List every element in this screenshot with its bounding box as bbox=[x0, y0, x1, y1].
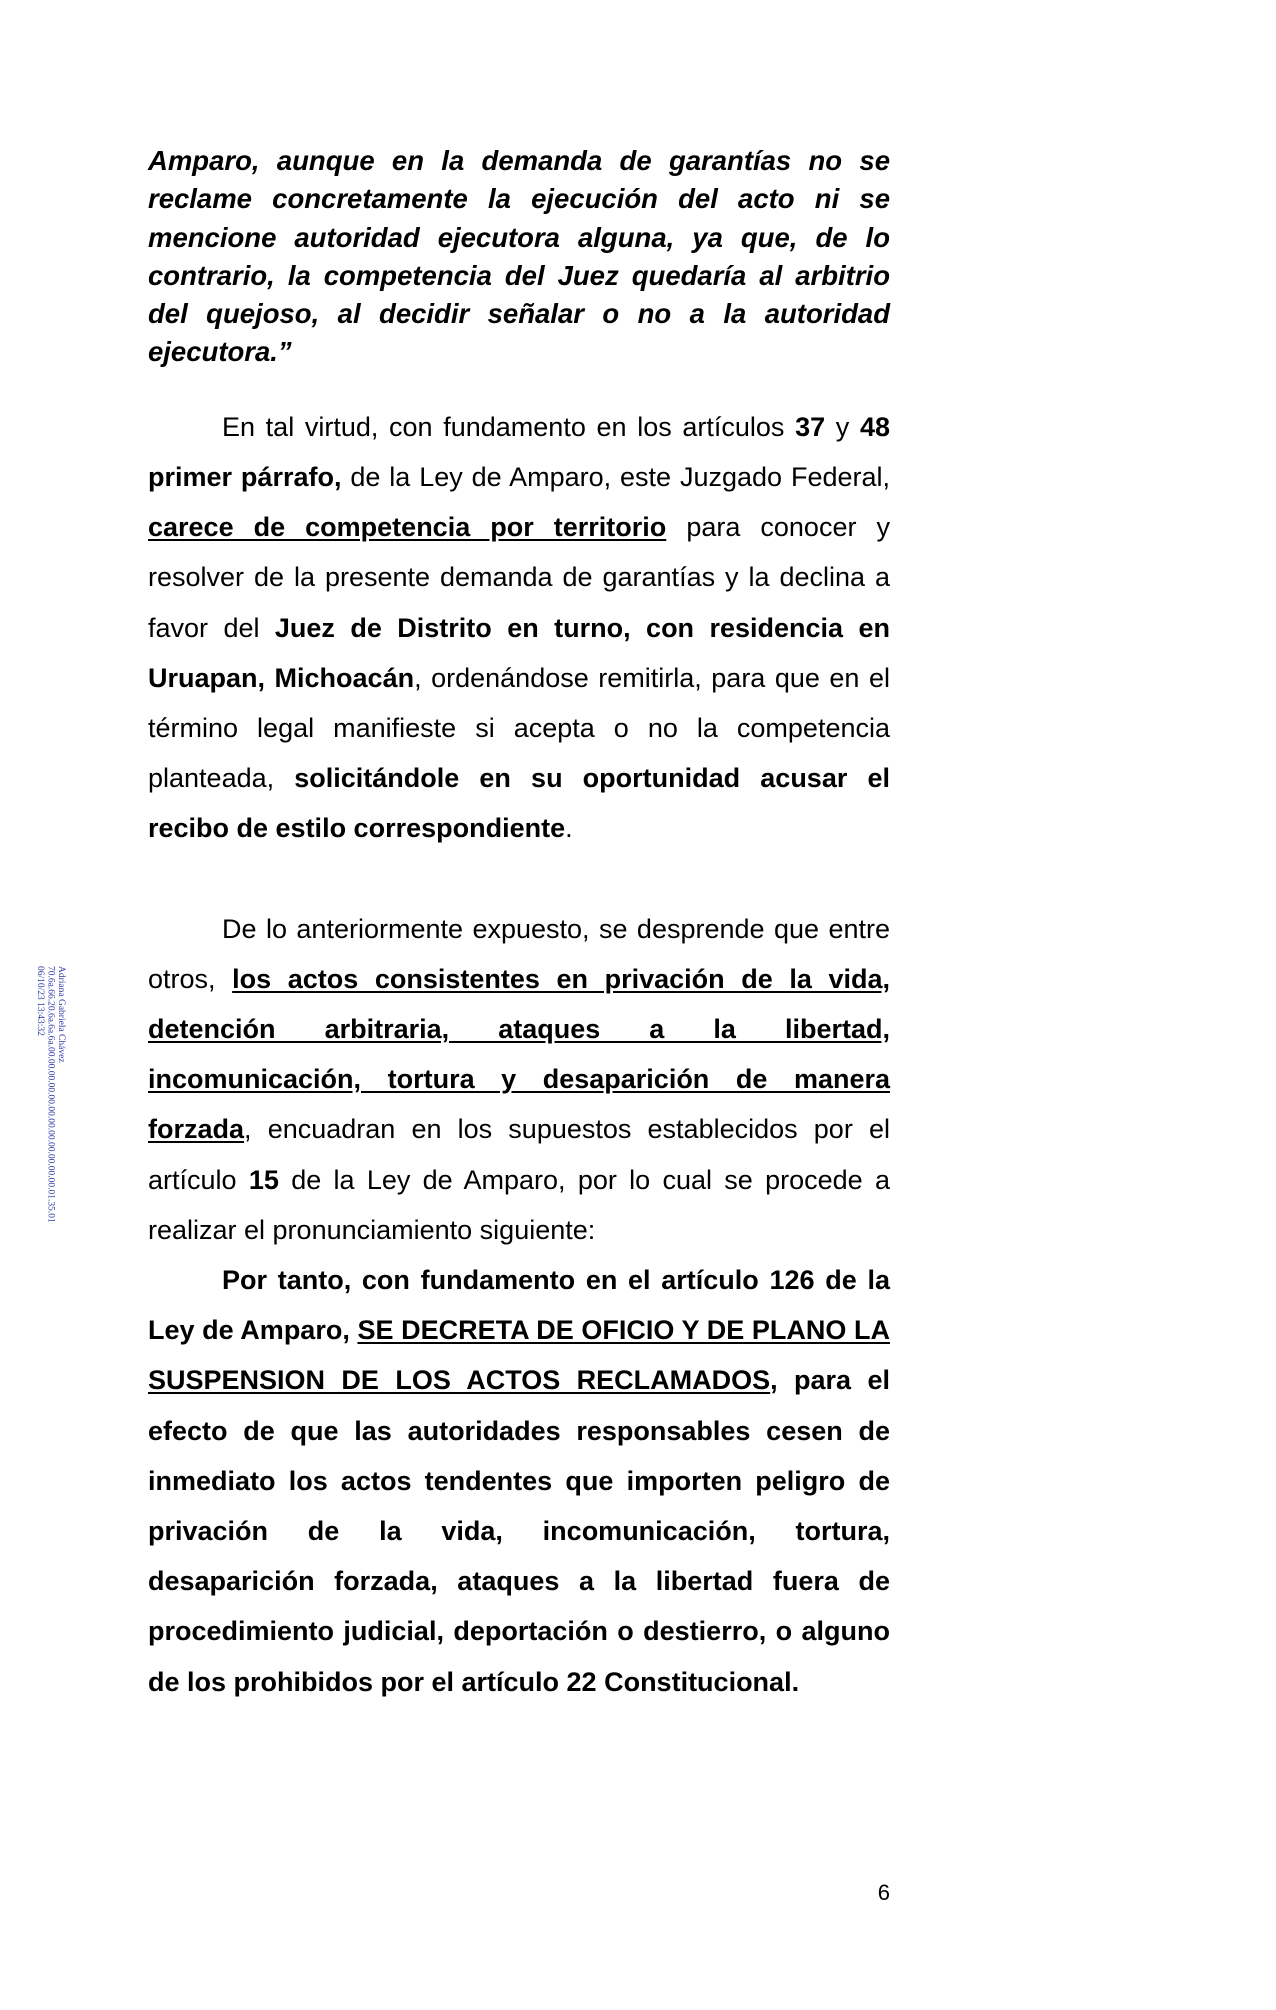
receipt-request: solicitándole en su oportunidad acusar el recibo de estilo correspondiente bbox=[148, 763, 890, 844]
paragraph-competence: En tal virtud, con fundamento en los artículos 37 y 48 primer párrafo, de la Ley de Amparo, este Juzgado Federal, carece de competencia por territorio para conocer y resolver de la presente demanda de garantías y la declina a favor del Juez de Distrito en turno, con residencia en Uruapan, Michoacán, ordenándose remitirla, para que en el término legal manifieste si acepta o no la competencia planteada, solicitándole en su oportunidad acusar el recibo de estilo correspondiente. bbox=[148, 411, 891, 844]
article-37: 37 bbox=[795, 411, 826, 442]
acts-list: los actos consistentes en privación de la vida, detención arbitraria, ataques a la libertad, incomunicación, tortura y desaparición de manera forzada bbox=[148, 963, 890, 1145]
signature-timestamp: 06/10/23 13:43:32 bbox=[35, 966, 45, 1036]
document-body bbox=[148, 142, 890, 1707]
signer-name: Adriana Gabriela Chávez bbox=[56, 966, 66, 1063]
article-48: 48 primer párrafo, bbox=[148, 411, 890, 492]
suspension-decree: SE DECRETA DE OFICIO Y DE PLANO LA SUSPENSION DE LOS ACTOS RECLAMADOS bbox=[148, 1315, 890, 1396]
competence-statement: carece de competencia por territorio bbox=[148, 512, 667, 543]
electronic-signature-stamp bbox=[34, 966, 66, 1236]
signature-hash: 70.6a.66.20.6a.6a.6a.00.00.00.00.00.00.00.00.00.00.00.00.01.35.01 bbox=[45, 966, 56, 1223]
quoted-thesis: Amparo, aunque en la demanda de garantías no se reclame concretamente la ejecución del acto ni se mencione autoridad ejecutora alguna, ya que, de lo contrario, la competencia del Juez quedaría al arbitrio del quejoso, al decidir señalar o no a la autoridad ejecutora.” bbox=[148, 145, 890, 368]
paragraph-suspension: Por tanto, con fundamento en el artículo 126 de la Ley de Amparo, SE DECRETA DE OFICIO Y DE PLANO LA SUSPENSION DE LOS ACTOS RECLAMADOS, para el efecto de que las autoridades responsables cesen de inmediato los actos tendentes que importen peligro de privación de la vida, incomunicación, tortura, desaparición forzada, ataques a la libertad fuera de procedimiento judicial, deportación o destierro, o alguno de los prohibidos por el artículo 22 Constitucional. bbox=[148, 1265, 890, 1697]
district-judge-reference: Juez de Distrito en turno, con residencia en Uruapan, Michoacán bbox=[148, 612, 890, 693]
paragraph-acts: De lo anteriormente expuesto, se desprende que entre otros, los actos consistentes en privación de la vida, detención arbitraria, ataques a la libertad, incomunicación, tortura y desaparición de manera forzada, encuadran en los supuestos establecidos por el artículo 15 de la Ley de Amparo, por lo cual se procede a realizar el pronunciamiento siguiente: bbox=[148, 913, 890, 1245]
article-15: 15 bbox=[248, 1164, 279, 1195]
page-number: 6 bbox=[877, 1880, 890, 1905]
